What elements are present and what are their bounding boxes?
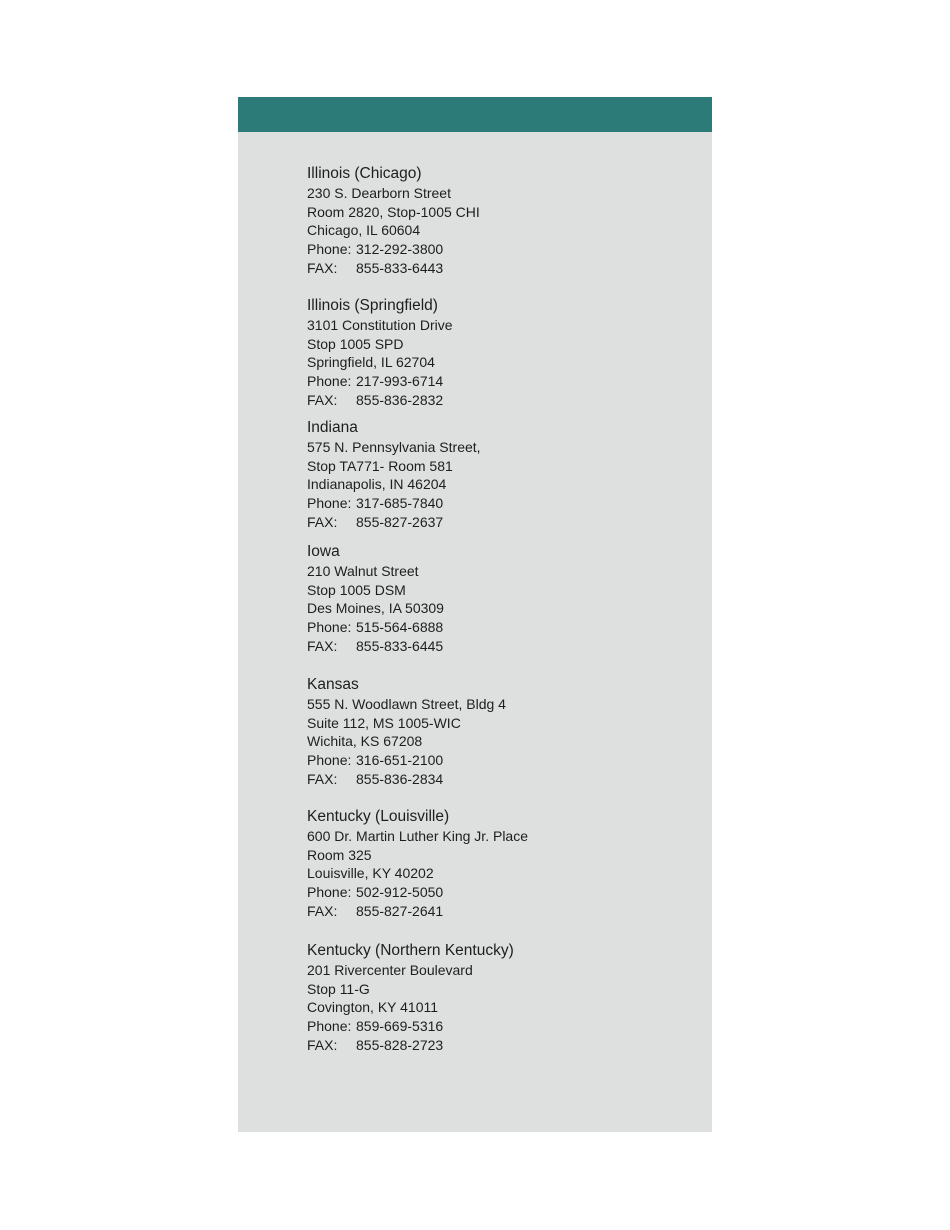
office-entry-kentucky-northern (307, 941, 707, 1054)
address-line: Stop 1005 DSM (307, 581, 406, 598)
fax-number: 855-833-6445 (356, 637, 444, 654)
fax-line (307, 259, 707, 278)
fax-label: FAX: (307, 637, 338, 654)
header-band (238, 97, 712, 132)
address-line: Room 2820, Stop-1005 CHI (307, 203, 480, 220)
phone-label: Phone: (307, 373, 352, 390)
fax-number: 855-836-2832 (356, 391, 444, 408)
phone-number: 502-912-5050 (356, 884, 444, 901)
address-line: 575 N. Pennsylvania Street, (307, 439, 481, 455)
phone-line (307, 240, 707, 259)
phone-number: 217-993-6714 (356, 373, 444, 390)
office-entry-illinois-springfield (307, 296, 707, 409)
address-line: 201 Rivercenter Boulevard (307, 962, 473, 978)
fax-number: 855-827-2641 (356, 902, 444, 919)
office-entry-illinois-chicago (307, 164, 707, 277)
address-line: 555 N. Woodlawn Street, Bldg 4 (307, 696, 506, 712)
address-line: Stop 1005 SPD (307, 335, 404, 352)
phone-line (307, 1017, 707, 1036)
fax-number: 855-828-2723 (356, 1036, 444, 1053)
office-name: Kansas (307, 676, 359, 693)
phone-line (307, 883, 707, 902)
fax-line (307, 391, 707, 410)
phone-line (307, 751, 707, 770)
phone-label: Phone: (307, 495, 352, 512)
office-name: Kentucky (Northern Kentucky) (307, 942, 514, 959)
fax-line (307, 637, 707, 656)
phone-number: 515-564-6888 (356, 619, 444, 636)
fax-label: FAX: (307, 1036, 338, 1053)
phone-label: Phone: (307, 752, 352, 769)
address-line: Springfield, IL 62704 (307, 354, 435, 371)
address-line: Wichita, KS 67208 (307, 733, 423, 750)
address-line: Chicago, IL 60604 (307, 222, 421, 239)
phone-number: 317-685-7840 (356, 495, 444, 512)
phone-number: 859-669-5316 (356, 1018, 444, 1035)
address-line: 3101 Constitution Drive (307, 317, 453, 333)
address-line: 600 Dr. Martin Luther King Jr. Place (307, 828, 528, 844)
phone-label: Phone: (307, 619, 352, 636)
office-name: Indiana (307, 419, 358, 436)
address-line: Room 325 (307, 846, 372, 863)
office-name: Illinois (Springfield) (307, 297, 438, 314)
office-entry-kansas (307, 675, 707, 788)
fax-label: FAX: (307, 770, 338, 787)
phone-label: Phone: (307, 1018, 352, 1035)
fax-label: FAX: (307, 391, 338, 408)
fax-line (307, 770, 707, 789)
office-entry-indiana (307, 418, 707, 531)
address-line: Louisville, KY 40202 (307, 865, 434, 882)
fax-line (307, 902, 707, 921)
fax-number: 855-827-2637 (356, 513, 444, 530)
address-line: 210 Walnut Street (307, 563, 419, 579)
office-entry-kentucky-louisville (307, 807, 707, 920)
fax-line (307, 1036, 707, 1055)
fax-label: FAX: (307, 902, 338, 919)
phone-label: Phone: (307, 884, 352, 901)
office-directory-panel (238, 97, 712, 1132)
address-line: 230 S. Dearborn Street (307, 185, 451, 201)
fax-label: FAX: (307, 259, 338, 276)
office-name: Kentucky (Louisville) (307, 808, 450, 825)
address-line: Indianapolis, IN 46204 (307, 476, 447, 493)
office-entry-iowa (307, 542, 707, 655)
phone-line (307, 618, 707, 637)
address-line: Stop 11-G (307, 980, 370, 997)
fax-number: 855-833-6443 (356, 259, 444, 276)
fax-label: FAX: (307, 513, 338, 530)
office-name: Iowa (307, 543, 340, 560)
address-line: Des Moines, IA 50309 (307, 600, 444, 617)
phone-label: Phone: (307, 241, 352, 258)
office-name: Illinois (Chicago) (307, 165, 422, 182)
fax-line (307, 513, 707, 532)
phone-number: 316-651-2100 (356, 752, 444, 769)
phone-line (307, 494, 707, 513)
fax-number: 855-836-2834 (356, 770, 444, 787)
address-line: Suite 112, MS 1005-WIC (307, 714, 461, 731)
phone-number: 312-292-3800 (356, 241, 444, 258)
address-line: Covington, KY 41011 (307, 999, 439, 1016)
phone-line (307, 372, 707, 391)
address-line: Stop TA771- Room 581 (307, 457, 453, 474)
